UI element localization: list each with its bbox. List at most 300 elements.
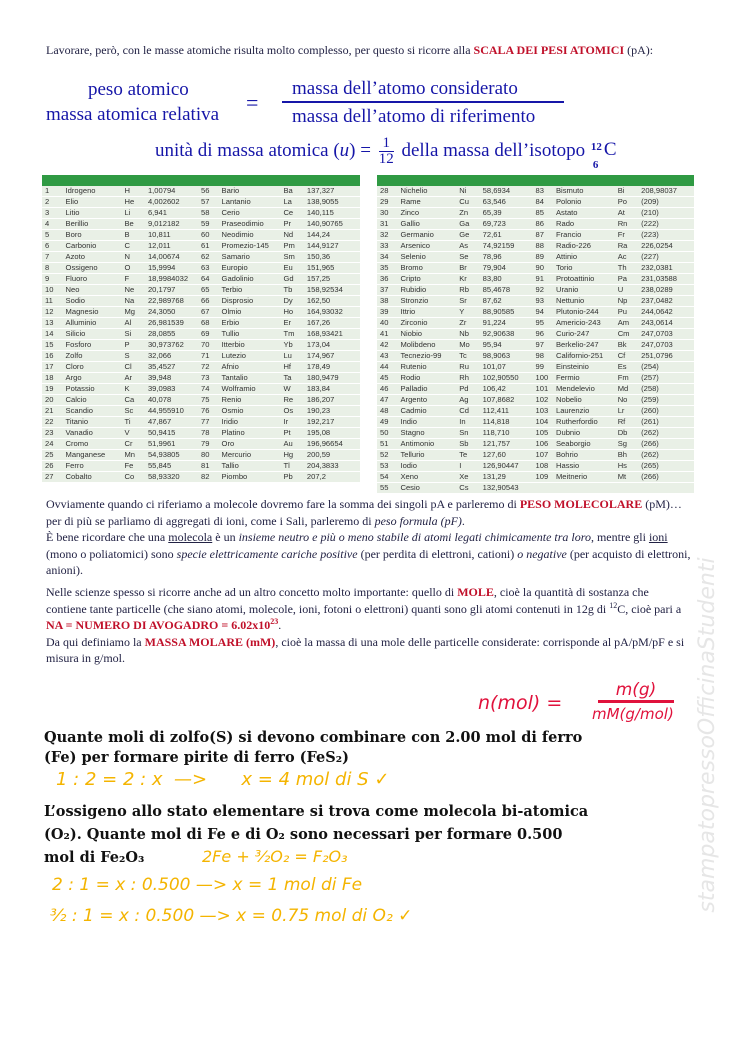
atomic-mass: 251,0796 bbox=[638, 351, 694, 362]
table-row bbox=[377, 329, 694, 340]
element-name: Attinio bbox=[553, 252, 615, 263]
atomic-number: 35 bbox=[377, 263, 397, 274]
atomic-mass: 85,4678 bbox=[480, 285, 533, 296]
atomic-mass: 39,0983 bbox=[145, 384, 198, 395]
element-symbol: Rh bbox=[456, 373, 479, 384]
atomic-number: 108 bbox=[533, 461, 553, 472]
uma-definition bbox=[155, 135, 620, 171]
element-symbol: Th bbox=[615, 263, 638, 274]
atomic-mass: 24,3050 bbox=[145, 307, 198, 318]
table-row bbox=[377, 472, 694, 483]
table-row bbox=[42, 384, 360, 395]
iso-z: 6 bbox=[592, 158, 599, 171]
q1-line1: Quante moli di zolfo(S) si devono combinare con 2.00 mol di ferro bbox=[44, 729, 583, 746]
element-name: Cripto bbox=[397, 274, 456, 285]
p1h: è un bbox=[212, 530, 239, 544]
iso-mass: 12 bbox=[590, 140, 602, 153]
table-row bbox=[42, 428, 360, 439]
atomic-mass: (209) bbox=[638, 197, 694, 208]
element-symbol: Li bbox=[121, 208, 144, 219]
atomic-number: 7 bbox=[42, 252, 63, 263]
table-row bbox=[42, 472, 360, 483]
uma-eq: ) = bbox=[349, 139, 371, 161]
atomic-number: 52 bbox=[377, 450, 397, 461]
table-row bbox=[42, 395, 360, 406]
element-name: Sodio bbox=[63, 296, 122, 307]
element-symbol: Dy bbox=[280, 296, 303, 307]
element-symbol: Pd bbox=[456, 384, 479, 395]
element-symbol: S bbox=[121, 351, 144, 362]
atomic-number: 40 bbox=[377, 318, 397, 329]
element-name: Gallio bbox=[397, 219, 456, 230]
atomic-number: 107 bbox=[533, 450, 553, 461]
p1i: insieme neutro e più o meno stabile di atomi legati chimicamente tra loro bbox=[238, 530, 591, 544]
element-symbol: Re bbox=[280, 395, 303, 406]
atomic-mass: 72,61 bbox=[480, 230, 533, 241]
atomic-mass: 132,90543 bbox=[480, 483, 533, 494]
atomic-mass-table-left bbox=[42, 175, 360, 483]
atomic-number: 62 bbox=[198, 252, 219, 263]
element-name: Terbio bbox=[219, 285, 281, 296]
atomic-number: 17 bbox=[42, 362, 63, 373]
q2-line1: L’ossigeno allo stato elementare si trova come molecola bi-atomica bbox=[44, 803, 589, 820]
p1j: , mentre gli bbox=[590, 530, 649, 544]
atomic-number: 91 bbox=[533, 274, 553, 285]
table-row bbox=[42, 450, 360, 461]
element-name: Ossigeno bbox=[63, 263, 122, 274]
element-symbol: Kr bbox=[456, 274, 479, 285]
element-name: Praseodimio bbox=[219, 219, 281, 230]
table-header-bar bbox=[42, 175, 360, 186]
element-name: Manganese bbox=[63, 450, 122, 461]
p1o: o negative bbox=[517, 546, 567, 561]
table-row bbox=[377, 296, 694, 307]
element-name: Neodimio bbox=[219, 230, 281, 241]
atomic-number: 4 bbox=[42, 219, 63, 230]
atomic-mass: 44,955910 bbox=[145, 406, 198, 417]
atomic-number: 106 bbox=[533, 439, 553, 450]
element-symbol: Fm bbox=[615, 373, 638, 384]
intro-text-end: (pA): bbox=[624, 43, 654, 57]
element-symbol: Eu bbox=[280, 263, 303, 274]
scala-pesi-atomici: SCALA DEI PESI ATOMICI bbox=[473, 43, 625, 57]
element-name: Fluoro bbox=[63, 274, 122, 285]
element-name: Cromo bbox=[63, 439, 122, 450]
element-name: Californio-251 bbox=[553, 351, 615, 362]
atomic-number: 41 bbox=[377, 329, 397, 340]
element-name: Arsenico bbox=[397, 241, 456, 252]
atomic-number: 1 bbox=[42, 186, 63, 197]
element-symbol: K bbox=[121, 384, 144, 395]
atomic-number: 109 bbox=[533, 472, 553, 483]
element-name: Azoto bbox=[63, 252, 122, 263]
question-1 bbox=[44, 728, 582, 768]
element-name: Calcio bbox=[63, 395, 122, 406]
element-name: Zolfo bbox=[63, 351, 122, 362]
atomic-mass: 162,50 bbox=[304, 296, 360, 307]
atomic-number: 25 bbox=[42, 450, 63, 461]
table-row bbox=[42, 263, 360, 274]
peso-formula: peso formula (pF) bbox=[374, 513, 462, 528]
atomic-number: 32 bbox=[377, 230, 397, 241]
atomic-mass: (266) bbox=[638, 439, 694, 450]
element-symbol: Ni bbox=[456, 186, 479, 197]
atomic-number: 92 bbox=[533, 285, 553, 296]
atomic-number: 60 bbox=[198, 230, 219, 241]
element-symbol: Os bbox=[280, 406, 303, 417]
atomic-mass: (223) bbox=[638, 230, 694, 241]
element-symbol: Fr bbox=[615, 230, 638, 241]
atomic-mass: 95,94 bbox=[480, 340, 533, 351]
atomic-mass: 30,973762 bbox=[145, 340, 198, 351]
table-row bbox=[42, 362, 360, 373]
atomic-mass: 101,07 bbox=[480, 362, 533, 373]
element-name: Rutherfordio bbox=[553, 417, 615, 428]
atomic-mass: 91,224 bbox=[480, 318, 533, 329]
element-name: Idrogeno bbox=[63, 186, 122, 197]
atomic-number: 71 bbox=[198, 351, 219, 362]
table-row bbox=[42, 296, 360, 307]
element-name: Oro bbox=[219, 439, 281, 450]
element-name: Osmio bbox=[219, 406, 281, 417]
element-name: Itterbio bbox=[219, 340, 281, 351]
atomic-number: 49 bbox=[377, 417, 397, 428]
atomic-mass: 6,941 bbox=[145, 208, 198, 219]
element-symbol: Mg bbox=[121, 307, 144, 318]
atomic-mass: 247,0703 bbox=[638, 329, 694, 340]
element-name: Disprosio bbox=[219, 296, 281, 307]
paragraph-peso-molecolare bbox=[46, 496, 691, 579]
atomic-mass: 237,0482 bbox=[638, 296, 694, 307]
element-name: Tullio bbox=[219, 329, 281, 340]
element-name: Xeno bbox=[397, 472, 456, 483]
element-symbol: Tl bbox=[280, 461, 303, 472]
element-symbol: Tm bbox=[280, 329, 303, 340]
element-symbol: Yb bbox=[280, 340, 303, 351]
atomic-number: 58 bbox=[198, 208, 219, 219]
atomic-mass: 20,1797 bbox=[145, 285, 198, 296]
atomic-mass: 63,546 bbox=[480, 197, 533, 208]
element-name: Mercurio bbox=[219, 450, 281, 461]
element-name bbox=[553, 483, 615, 494]
element-name: Zirconio bbox=[397, 318, 456, 329]
uma-u: u bbox=[339, 139, 350, 161]
q2-answer-fe: 2 : 1 = x : 0.500 —> x = 1 mol di Fe bbox=[52, 875, 363, 895]
atomic-number: 88 bbox=[533, 241, 553, 252]
element-symbol: N bbox=[121, 252, 144, 263]
atomic-number: 43 bbox=[377, 351, 397, 362]
atomic-mass: (257) bbox=[638, 373, 694, 384]
atomic-number: 29 bbox=[377, 197, 397, 208]
atomic-number: 87 bbox=[533, 230, 553, 241]
atomic-number: 28 bbox=[377, 186, 397, 197]
element-symbol: Cs bbox=[456, 483, 479, 494]
element-symbol: As bbox=[456, 241, 479, 252]
atomic-mass bbox=[638, 483, 694, 494]
atomic-mass: 1,00794 bbox=[145, 186, 198, 197]
atomic-mass: (262) bbox=[638, 428, 694, 439]
table-row bbox=[377, 417, 694, 428]
element-name: Iodio bbox=[397, 461, 456, 472]
element-symbol: Zn bbox=[456, 208, 479, 219]
atomic-number: 33 bbox=[377, 241, 397, 252]
element-name: Molibdeno bbox=[397, 340, 456, 351]
atomic-mass: 186,207 bbox=[304, 395, 360, 406]
element-name: Potassio bbox=[63, 384, 122, 395]
element-name: Fosforo bbox=[63, 340, 122, 351]
atomic-mass: (254) bbox=[638, 362, 694, 373]
element-symbol: P bbox=[121, 340, 144, 351]
element-name: Cloro bbox=[63, 362, 122, 373]
atomic-mass: 39,948 bbox=[145, 373, 198, 384]
element-name: Curio-247 bbox=[553, 329, 615, 340]
element-name: Samario bbox=[219, 252, 281, 263]
element-symbol: Hs bbox=[615, 461, 638, 472]
element-name: Elio bbox=[63, 197, 122, 208]
atomic-mass: 65,39 bbox=[480, 208, 533, 219]
atomic-number: 15 bbox=[42, 340, 63, 351]
atomic-number: 80 bbox=[198, 450, 219, 461]
table-row bbox=[42, 373, 360, 384]
element-name: Titanio bbox=[63, 417, 122, 428]
atomic-mass: 138,9055 bbox=[304, 197, 360, 208]
q2-reaction: 2Fe + ³⁄₂O₂ = F₂O₃ bbox=[202, 847, 348, 866]
element-symbol: Cd bbox=[456, 406, 479, 417]
table-row bbox=[377, 230, 694, 241]
atomic-number: 79 bbox=[198, 439, 219, 450]
element-symbol: Al bbox=[121, 318, 144, 329]
atomic-mass: 157,25 bbox=[304, 274, 360, 285]
atomic-number: 75 bbox=[198, 395, 219, 406]
element-name: Tellurio bbox=[397, 450, 456, 461]
atomic-mass: (210) bbox=[638, 208, 694, 219]
element-symbol: Db bbox=[615, 428, 638, 439]
atomic-number: 99 bbox=[533, 362, 553, 373]
atomic-mass: 126,90447 bbox=[480, 461, 533, 472]
element-name: Bario bbox=[219, 186, 281, 197]
element-symbol: Po bbox=[615, 197, 638, 208]
element-symbol: Pr bbox=[280, 219, 303, 230]
atomic-mass: 121,757 bbox=[480, 439, 533, 450]
atomic-mass: (266) bbox=[638, 472, 694, 483]
atomic-mass: 102,90550 bbox=[480, 373, 533, 384]
element-symbol: Fe bbox=[121, 461, 144, 472]
atomic-number: 94 bbox=[533, 307, 553, 318]
atomic-mass: 55,845 bbox=[145, 461, 198, 472]
atomic-number: 97 bbox=[533, 340, 553, 351]
table-row bbox=[377, 384, 694, 395]
atomic-number: 16 bbox=[42, 351, 63, 362]
table-row bbox=[42, 351, 360, 362]
element-symbol: F bbox=[121, 274, 144, 285]
atomic-mass: (222) bbox=[638, 219, 694, 230]
element-symbol: Ir bbox=[280, 417, 303, 428]
element-name: Rodio bbox=[397, 373, 456, 384]
intro-paragraph bbox=[46, 42, 691, 59]
table-row bbox=[42, 406, 360, 417]
hand-formula-lhs: n(mol) = bbox=[478, 692, 563, 714]
table-row bbox=[377, 219, 694, 230]
formula-lhs1: peso atomico bbox=[88, 79, 189, 100]
atomic-number: 3 bbox=[42, 208, 63, 219]
element-name: Lutezio bbox=[219, 351, 281, 362]
atomic-mass: (259) bbox=[638, 395, 694, 406]
atomic-mass: 226,0254 bbox=[638, 241, 694, 252]
atomic-number: 89 bbox=[533, 252, 553, 263]
element-symbol: Ne bbox=[121, 285, 144, 296]
element-symbol: Gd bbox=[280, 274, 303, 285]
hand-formula-den: mM(g/mol) bbox=[592, 705, 674, 723]
table-row bbox=[377, 450, 694, 461]
atomic-mass: 15,9994 bbox=[145, 263, 198, 274]
atomic-number: 55 bbox=[377, 483, 397, 494]
element-symbol: Hg bbox=[280, 450, 303, 461]
atomic-mass: 192,217 bbox=[304, 417, 360, 428]
table-row bbox=[42, 461, 360, 472]
element-symbol: Pm bbox=[280, 241, 303, 252]
element-symbol: Be bbox=[121, 219, 144, 230]
atomic-number: 46 bbox=[377, 384, 397, 395]
p1n: (per perdita di elettroni, cationi) bbox=[357, 546, 518, 561]
table-row bbox=[42, 252, 360, 263]
element-symbol: Ti bbox=[121, 417, 144, 428]
atomic-number: 90 bbox=[533, 263, 553, 274]
atomic-mass: 208,98037 bbox=[638, 186, 694, 197]
table-row bbox=[377, 373, 694, 384]
atomic-mass: 174,967 bbox=[304, 351, 360, 362]
atomic-number bbox=[533, 483, 553, 494]
element-symbol: Y bbox=[456, 307, 479, 318]
atomic-number: 24 bbox=[42, 439, 63, 450]
element-name: Plutonio-244 bbox=[553, 307, 615, 318]
element-name: Renio bbox=[219, 395, 281, 406]
element-symbol: Bi bbox=[615, 186, 638, 197]
element-name: Litio bbox=[63, 208, 122, 219]
atomic-mass: 140,90765 bbox=[304, 219, 360, 230]
atomic-number: 30 bbox=[377, 208, 397, 219]
formula-denominator: massa dell’atomo di riferimento bbox=[292, 106, 536, 127]
atomic-number: 37 bbox=[377, 285, 397, 296]
atomic-mass: 78,96 bbox=[480, 252, 533, 263]
table-row bbox=[42, 307, 360, 318]
atomic-number: 22 bbox=[42, 417, 63, 428]
atomic-mass: 106,42 bbox=[480, 384, 533, 395]
atomic-mass: 118,710 bbox=[480, 428, 533, 439]
element-symbol: Rf bbox=[615, 417, 638, 428]
p2e: . bbox=[278, 618, 282, 632]
q1-line2: (Fe) per formare pirite di ferro (FeS₂) bbox=[44, 749, 349, 766]
element-symbol: Md bbox=[615, 384, 638, 395]
atomic-mass: 140,115 bbox=[304, 208, 360, 219]
element-symbol: Bh bbox=[615, 450, 638, 461]
atomic-mass: 137,327 bbox=[304, 186, 360, 197]
element-name: Hassio bbox=[553, 461, 615, 472]
element-name: Alluminio bbox=[63, 318, 122, 329]
element-symbol: Cf bbox=[615, 351, 638, 362]
element-name: Cadmio bbox=[397, 406, 456, 417]
element-name: Cerio bbox=[219, 208, 281, 219]
element-symbol: Ag bbox=[456, 395, 479, 406]
q2-line2: (O₂). Quante mol di Fe e di O₂ sono necessari per formare 0.500 bbox=[44, 826, 563, 843]
element-symbol: Se bbox=[456, 252, 479, 263]
atomic-mass: 98,9063 bbox=[480, 351, 533, 362]
element-name: Indio bbox=[397, 417, 456, 428]
atomic-number: 73 bbox=[198, 373, 219, 384]
p1a: Ovviamente quando ci riferiamo a molecole dovremo fare la somma dei singoli pA e parleremo di bbox=[46, 497, 520, 511]
element-name: Berillio bbox=[63, 219, 122, 230]
element-symbol: Mt bbox=[615, 472, 638, 483]
atomic-mass: 144,24 bbox=[304, 230, 360, 241]
atomic-mass: 14,00674 bbox=[145, 252, 198, 263]
element-name: Einsteinio bbox=[553, 362, 615, 373]
element-name: Vanadio bbox=[63, 428, 122, 439]
ioni: ioni bbox=[648, 530, 668, 544]
element-name: Promezio-145 bbox=[219, 241, 281, 252]
table-row bbox=[42, 285, 360, 296]
atomic-mass: 10,811 bbox=[145, 230, 198, 241]
element-name: Niobio bbox=[397, 329, 456, 340]
element-name: Uranio bbox=[553, 285, 615, 296]
atomic-number: 50 bbox=[377, 428, 397, 439]
element-name: Rado bbox=[553, 219, 615, 230]
element-symbol: La bbox=[280, 197, 303, 208]
element-name: Tallio bbox=[219, 461, 281, 472]
atomic-mass: 168,93421 bbox=[304, 329, 360, 340]
massa-molare: MASSA MOLARE (mM) bbox=[144, 634, 276, 649]
element-symbol: B bbox=[121, 230, 144, 241]
element-symbol: Ga bbox=[456, 219, 479, 230]
atomic-mass: 164,93032 bbox=[304, 307, 360, 318]
element-symbol: Lr bbox=[615, 406, 638, 417]
element-symbol: Sg bbox=[615, 439, 638, 450]
element-symbol: Ru bbox=[456, 362, 479, 373]
element-symbol: Sc bbox=[121, 406, 144, 417]
element-symbol: Ac bbox=[615, 252, 638, 263]
watermark: stampatopressoOfficinaStudenti bbox=[695, 557, 720, 913]
element-symbol: Au bbox=[280, 439, 303, 450]
atomic-mass: 178,49 bbox=[304, 362, 360, 373]
atomic-number: 21 bbox=[42, 406, 63, 417]
atomic-number: 101 bbox=[533, 384, 553, 395]
element-name: Protoattinio bbox=[553, 274, 615, 285]
atomic-number: 48 bbox=[377, 406, 397, 417]
element-name: Torio bbox=[553, 263, 615, 274]
atomic-number: 27 bbox=[42, 472, 63, 483]
table-row bbox=[377, 274, 694, 285]
atomic-number: 57 bbox=[198, 197, 219, 208]
element-symbol: Pu bbox=[615, 307, 638, 318]
frac-num: 1 bbox=[379, 136, 394, 152]
element-name: Dubnio bbox=[553, 428, 615, 439]
atomic-mass: 158,92534 bbox=[304, 285, 360, 296]
element-name: Erbio bbox=[219, 318, 281, 329]
atomic-number: 42 bbox=[377, 340, 397, 351]
iso-sym: C bbox=[603, 138, 617, 160]
element-symbol: C bbox=[121, 241, 144, 252]
element-name: Americio-243 bbox=[553, 318, 615, 329]
atomic-number: 77 bbox=[198, 417, 219, 428]
intro-text: Lavorare, però, con le masse atomiche risulta molto complesso, per questo si ricorre alla bbox=[46, 43, 474, 57]
atomic-number: 76 bbox=[198, 406, 219, 417]
element-name: Zinco bbox=[397, 208, 456, 219]
element-name: Selenio bbox=[397, 252, 456, 263]
atomic-number: 102 bbox=[533, 395, 553, 406]
table-row bbox=[42, 318, 360, 329]
element-name: Palladio bbox=[397, 384, 456, 395]
atomic-number: 86 bbox=[533, 219, 553, 230]
atomic-number: 98 bbox=[533, 351, 553, 362]
element-name: Platino bbox=[219, 428, 281, 439]
